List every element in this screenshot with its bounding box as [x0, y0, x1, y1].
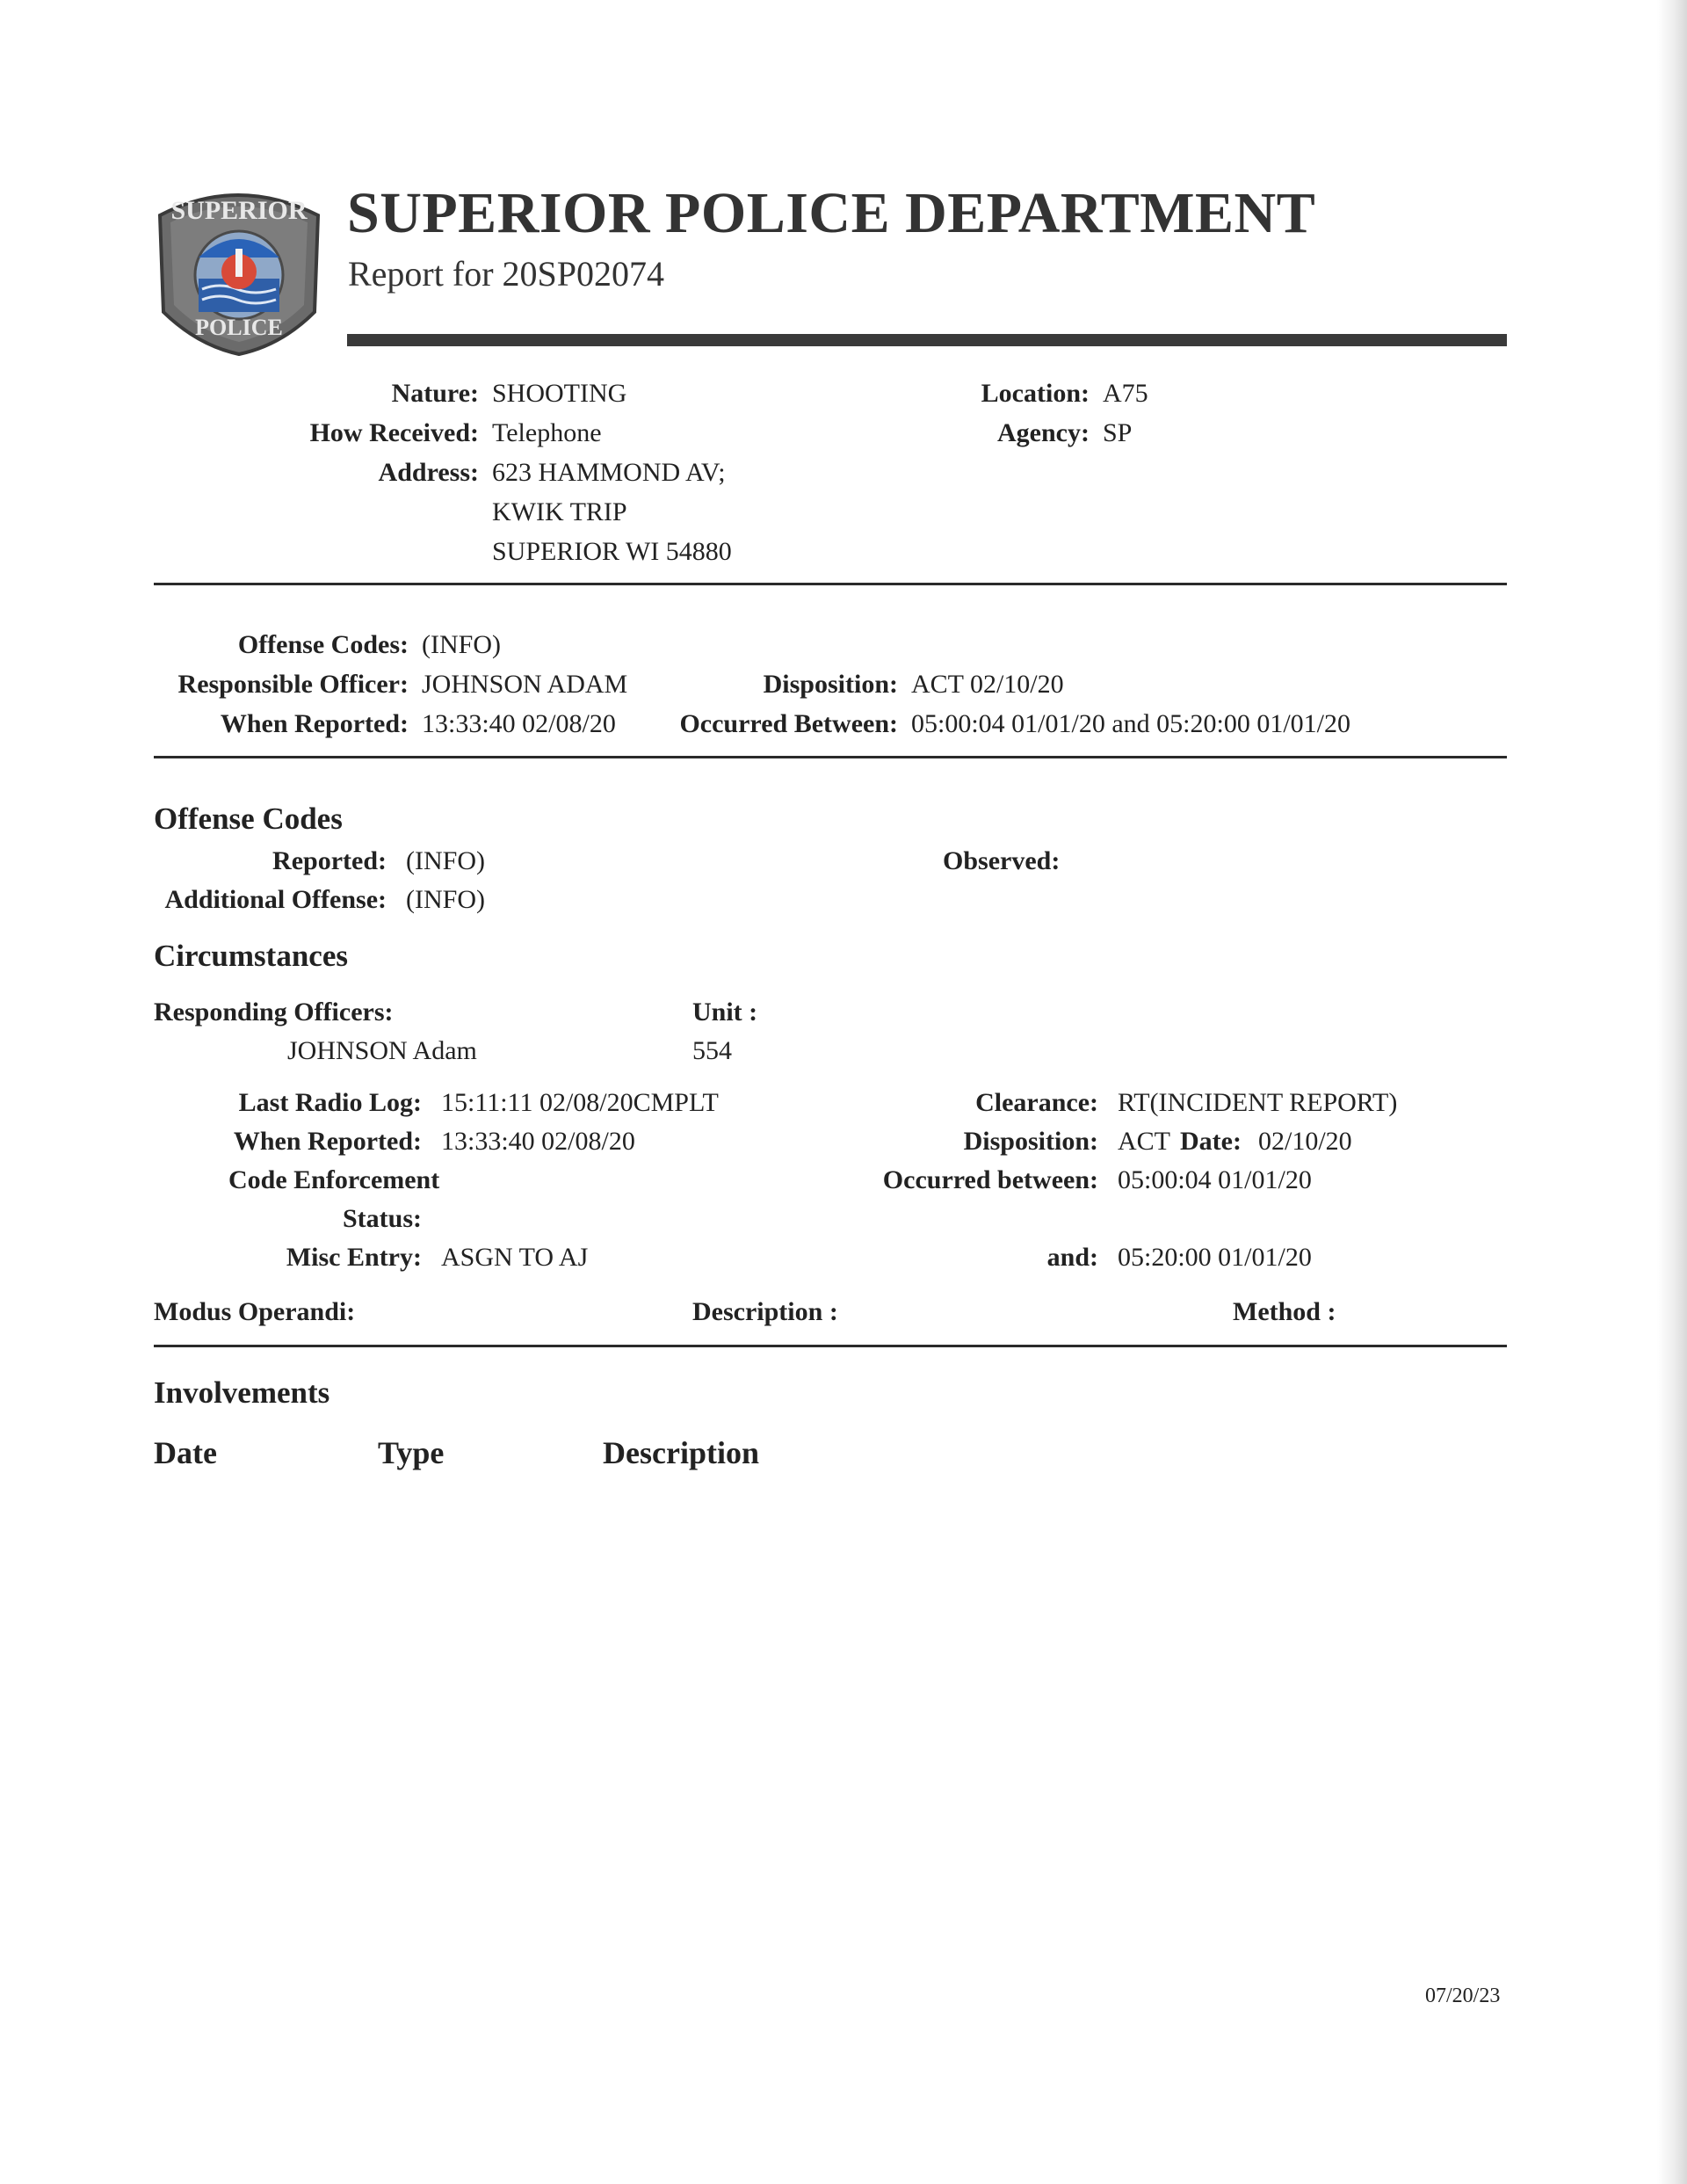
circumstances-heading: Circumstances	[154, 939, 348, 973]
header-bar	[347, 334, 1507, 346]
report-number: Report for 20SP02074	[348, 254, 664, 294]
divider	[154, 756, 1507, 758]
disposition-label: Disposition:	[763, 670, 898, 699]
reported-value: (INFO)	[406, 846, 485, 875]
misc-entry-label: Misc Entry:	[286, 1243, 422, 1272]
address-line-3: SUPERIOR WI 54880	[492, 537, 732, 566]
disposition-value: ACT 02/10/20	[911, 670, 1064, 699]
status-label: Status:	[342, 1204, 422, 1233]
code-enforcement-label: Code Enforcement	[228, 1165, 440, 1194]
scan-edge-shadow	[1657, 0, 1687, 2184]
page-title: SUPERIOR POLICE DEPARTMENT	[347, 181, 1316, 245]
nature-label: Nature:	[391, 379, 479, 408]
offense-codes-heading: Offense Codes	[154, 802, 343, 836]
occurred-between-label: Occurred Between:	[679, 709, 898, 738]
location-value: A75	[1103, 379, 1148, 408]
how-received-value: Telephone	[492, 418, 602, 447]
how-received-label: How Received:	[309, 418, 479, 447]
clearance-value: RT(INCIDENT REPORT)	[1118, 1088, 1398, 1117]
disposition-label-2: Disposition:	[963, 1127, 1098, 1156]
address-label: Address:	[378, 458, 479, 487]
police-badge-logo	[149, 180, 329, 356]
when-reported-value: 13:33:40 02/08/20	[422, 709, 616, 738]
additional-offense-value: (INFO)	[406, 885, 485, 914]
address-line-1: 623 HAMMOND AV;	[492, 458, 726, 487]
agency-label: Agency:	[997, 418, 1090, 447]
modus-operandi-label: Modus Operandi:	[154, 1297, 356, 1326]
unit-value: 554	[692, 1036, 732, 1065]
occurred-between-value-2: 05:00:04 01/01/20	[1118, 1165, 1312, 1194]
misc-entry-value: ASGN TO AJ	[441, 1243, 589, 1272]
responding-officers-label: Responding Officers:	[154, 998, 394, 1027]
unit-label: Unit :	[692, 998, 758, 1027]
method-label: Method :	[1233, 1297, 1336, 1326]
last-radio-log-value: 15:11:11 02/08/20CMPLT	[441, 1088, 719, 1117]
and-label: and:	[1046, 1243, 1098, 1272]
responsible-officer-value: JOHNSON ADAM	[422, 670, 628, 699]
clearance-label: Clearance:	[975, 1088, 1098, 1117]
occurred-between-value: 05:00:04 01/01/20 and 05:20:00 01/01/20	[911, 709, 1350, 738]
disposition-date-value: 02/10/20	[1258, 1127, 1352, 1156]
disposition-act: ACT	[1118, 1127, 1170, 1156]
badge-bottom-text: POLICE	[195, 315, 283, 340]
responsible-officer-label: Responsible Officer:	[177, 670, 409, 699]
address-line-2: KWIK TRIP	[492, 497, 627, 526]
offense-codes-label: Offense Codes:	[237, 630, 409, 659]
description-label: Description :	[692, 1297, 838, 1326]
nature-value: SHOOTING	[492, 379, 627, 408]
occurred-between-label-2: Occurred between:	[882, 1165, 1098, 1194]
involvements-col-date: Date	[154, 1435, 217, 1470]
when-reported-label: When Reported:	[220, 709, 409, 738]
involvements-heading: Involvements	[154, 1375, 330, 1410]
last-radio-log-label: Last Radio Log:	[238, 1088, 422, 1117]
when-reported-label-2: When Reported:	[233, 1127, 422, 1156]
additional-offense-label: Additional Offense:	[164, 885, 387, 914]
divider	[154, 583, 1507, 585]
and-value: 05:20:00 01/01/20	[1118, 1243, 1312, 1272]
reported-label: Reported:	[272, 846, 387, 875]
involvements-col-type: Type	[378, 1435, 445, 1470]
observed-label: Observed:	[943, 846, 1061, 875]
when-reported-value-2: 13:33:40 02/08/20	[441, 1127, 635, 1156]
agency-value: SP	[1103, 418, 1133, 447]
location-label: Location:	[981, 379, 1090, 408]
disposition-date-label: Date:	[1180, 1127, 1242, 1156]
responding-officer-name: JOHNSON Adam	[287, 1036, 477, 1065]
involvements-col-description: Description	[603, 1435, 759, 1470]
print-date: 07/20/23	[1425, 1984, 1501, 2007]
badge-top-text: SUPERIOR	[170, 196, 308, 225]
offense-codes-value: (INFO)	[422, 630, 501, 659]
divider	[154, 1345, 1507, 1347]
